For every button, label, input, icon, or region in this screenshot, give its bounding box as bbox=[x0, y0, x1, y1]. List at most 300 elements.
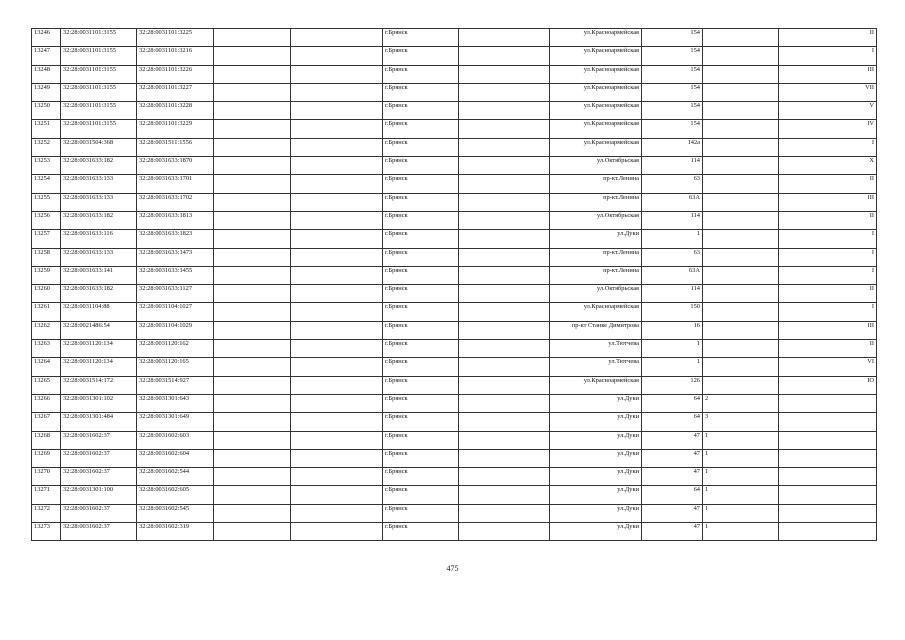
cell-parcel-number: 32:28:0031301:484 bbox=[61, 413, 137, 431]
cell-house-number: 64 bbox=[642, 413, 703, 431]
cell-col-4 bbox=[291, 486, 383, 504]
cell-apartment bbox=[703, 211, 779, 229]
table-row bbox=[32, 120, 877, 138]
cell-room bbox=[779, 486, 877, 504]
cell-col-3 bbox=[214, 358, 291, 376]
cell-col-3 bbox=[214, 285, 291, 303]
table-row bbox=[32, 266, 877, 284]
cell-parcel-number: 32:28:0031633:182 bbox=[61, 157, 137, 175]
cell-col-4 bbox=[291, 285, 383, 303]
cell-city: г.Брянск bbox=[383, 230, 459, 248]
table-row bbox=[32, 504, 877, 522]
cell-street: ул.Тютчева bbox=[550, 358, 642, 376]
cell-city: г.Брянск bbox=[383, 523, 459, 541]
cell-city: г.Брянск bbox=[383, 211, 459, 229]
cell-street: ул.Дуки bbox=[550, 486, 642, 504]
cell-record-number: 13246 bbox=[32, 29, 61, 47]
cell-room bbox=[779, 431, 877, 449]
cell-col-6 bbox=[459, 47, 550, 65]
cell-col-6 bbox=[459, 358, 550, 376]
cell-col-4 bbox=[291, 230, 383, 248]
cell-col-4 bbox=[291, 248, 383, 266]
cell-house-number: 154 bbox=[642, 29, 703, 47]
cell-col-3 bbox=[214, 83, 291, 101]
cell-col-3 bbox=[214, 211, 291, 229]
cell-col-3 bbox=[214, 120, 291, 138]
cell-record-number: 13248 bbox=[32, 65, 61, 83]
cell-record-number: 13272 bbox=[32, 504, 61, 522]
table-row bbox=[32, 157, 877, 175]
cell-col-6 bbox=[459, 193, 550, 211]
cell-col-6 bbox=[459, 523, 550, 541]
cell-object-number: 32:28:0031633:1823 bbox=[137, 230, 214, 248]
cell-apartment bbox=[703, 29, 779, 47]
cell-object-number: 32:28:0031602:545 bbox=[137, 504, 214, 522]
cell-parcel-number: 32:28:0031602:37 bbox=[61, 523, 137, 541]
table-row bbox=[32, 394, 877, 412]
cell-room: II bbox=[779, 285, 877, 303]
cell-record-number: 13271 bbox=[32, 486, 61, 504]
cell-room bbox=[779, 394, 877, 412]
cell-object-number: 32:28:0031602:604 bbox=[137, 449, 214, 467]
cell-house-number: 47 bbox=[642, 468, 703, 486]
cell-col-4 bbox=[291, 211, 383, 229]
cell-col-4 bbox=[291, 321, 383, 339]
cell-apartment bbox=[703, 321, 779, 339]
cell-object-number: 32:28:0031514:927 bbox=[137, 376, 214, 394]
cell-parcel-number: 32:28:0031633:141 bbox=[61, 266, 137, 284]
cell-room: I bbox=[779, 248, 877, 266]
table-row bbox=[32, 47, 877, 65]
table-row bbox=[32, 358, 877, 376]
cell-city: г.Брянск bbox=[383, 376, 459, 394]
cell-col-4 bbox=[291, 47, 383, 65]
cell-room: III bbox=[779, 321, 877, 339]
cell-street: пр-кт.Ленина bbox=[550, 248, 642, 266]
cell-city: г.Брянск bbox=[383, 248, 459, 266]
cell-street: ул.Дуки bbox=[550, 413, 642, 431]
cell-city: г.Брянск bbox=[383, 449, 459, 467]
cell-record-number: 13257 bbox=[32, 230, 61, 248]
table-row bbox=[32, 303, 877, 321]
cell-house-number: 126 bbox=[642, 376, 703, 394]
cell-street: ул.Красноармейская bbox=[550, 83, 642, 101]
cell-house-number: 63 bbox=[642, 175, 703, 193]
cell-col-6 bbox=[459, 303, 550, 321]
cell-record-number: 13253 bbox=[32, 157, 61, 175]
cell-object-number: 32:28:0031633:1702 bbox=[137, 193, 214, 211]
cell-record-number: 13259 bbox=[32, 266, 61, 284]
cell-city: г.Брянск bbox=[383, 340, 459, 358]
cell-street: ул.Октябрьская bbox=[550, 157, 642, 175]
cell-object-number: 32:28:0031633:1455 bbox=[137, 266, 214, 284]
cell-house-number: 114 bbox=[642, 285, 703, 303]
cell-col-3 bbox=[214, 47, 291, 65]
cell-city: г.Брянск bbox=[383, 102, 459, 120]
cell-col-4 bbox=[291, 138, 383, 156]
cell-city: г.Брянск bbox=[383, 468, 459, 486]
cell-parcel-number: 32:28:0031120:134 bbox=[61, 340, 137, 358]
cell-room: II bbox=[779, 29, 877, 47]
cell-parcel-number: 32:28:0031301:100 bbox=[61, 486, 137, 504]
table-row bbox=[32, 83, 877, 101]
cell-house-number: 150 bbox=[642, 303, 703, 321]
table-row bbox=[32, 449, 877, 467]
cell-col-6 bbox=[459, 376, 550, 394]
cell-record-number: 13265 bbox=[32, 376, 61, 394]
cell-room bbox=[779, 413, 877, 431]
cell-city: г.Брянск bbox=[383, 29, 459, 47]
cell-room: VII bbox=[779, 83, 877, 101]
cell-col-4 bbox=[291, 468, 383, 486]
cell-room: II bbox=[779, 175, 877, 193]
cell-street: ул.Дуки bbox=[550, 431, 642, 449]
cell-house-number: 114 bbox=[642, 211, 703, 229]
cell-street: ул.Тютчева bbox=[550, 340, 642, 358]
table-row bbox=[32, 193, 877, 211]
cell-object-number: 32:28:0031301:649 bbox=[137, 413, 214, 431]
cell-record-number: 13261 bbox=[32, 303, 61, 321]
cell-street: ул.Октябрьская bbox=[550, 285, 642, 303]
cell-room: I bbox=[779, 266, 877, 284]
cell-col-3 bbox=[214, 138, 291, 156]
cell-city: г.Брянск bbox=[383, 65, 459, 83]
cell-street: пр-кт.Ленина bbox=[550, 266, 642, 284]
cell-col-3 bbox=[214, 431, 291, 449]
cell-col-3 bbox=[214, 248, 291, 266]
table-row bbox=[32, 230, 877, 248]
cell-city: г.Брянск bbox=[383, 394, 459, 412]
cell-street: ул.Дуки bbox=[550, 504, 642, 522]
cell-street: ул.Красноармейская bbox=[550, 29, 642, 47]
cell-city: г.Брянск bbox=[383, 285, 459, 303]
cell-apartment bbox=[703, 303, 779, 321]
cell-house-number: 47 bbox=[642, 504, 703, 522]
cell-room: IV bbox=[779, 120, 877, 138]
cell-room: V bbox=[779, 102, 877, 120]
cell-house-number: 64 bbox=[642, 486, 703, 504]
cell-house-number: 154 bbox=[642, 120, 703, 138]
cell-parcel-number: 32:28:0031602:37 bbox=[61, 449, 137, 467]
cell-city: г.Брянск bbox=[383, 431, 459, 449]
cell-house-number: 47 bbox=[642, 431, 703, 449]
cell-col-6 bbox=[459, 413, 550, 431]
table-row bbox=[32, 138, 877, 156]
cell-apartment: 1 bbox=[703, 449, 779, 467]
cell-col-4 bbox=[291, 102, 383, 120]
table-row bbox=[32, 285, 877, 303]
cell-street: ул.Красноармейская bbox=[550, 138, 642, 156]
cell-parcel-number: 32:28:0031101:3155 bbox=[61, 102, 137, 120]
cell-parcel-number: 32:28:0031602:37 bbox=[61, 468, 137, 486]
page-number: 475 bbox=[446, 564, 459, 573]
cell-city: г.Брянск bbox=[383, 83, 459, 101]
cell-object-number: 32:28:0031101:3227 bbox=[137, 83, 214, 101]
table-row bbox=[32, 175, 877, 193]
cell-object-number: 32:28:0031602:319 bbox=[137, 523, 214, 541]
cell-parcel-number: 32:28:0031101:3155 bbox=[61, 83, 137, 101]
cell-room bbox=[779, 449, 877, 467]
cell-room: X bbox=[779, 157, 877, 175]
cell-col-4 bbox=[291, 120, 383, 138]
cell-col-3 bbox=[214, 193, 291, 211]
cell-col-4 bbox=[291, 340, 383, 358]
cell-col-6 bbox=[459, 138, 550, 156]
cell-apartment bbox=[703, 47, 779, 65]
cell-house-number: 154 bbox=[642, 102, 703, 120]
cell-house-number: 154 bbox=[642, 65, 703, 83]
table-row bbox=[32, 523, 877, 541]
cell-apartment: 1 bbox=[703, 523, 779, 541]
table-row bbox=[32, 29, 877, 47]
cell-col-4 bbox=[291, 523, 383, 541]
cell-city: г.Брянск bbox=[383, 413, 459, 431]
cell-parcel-number: 32:28:0031602:37 bbox=[61, 431, 137, 449]
cell-col-4 bbox=[291, 29, 383, 47]
cell-col-3 bbox=[214, 468, 291, 486]
cell-house-number: 47 bbox=[642, 523, 703, 541]
cell-apartment bbox=[703, 285, 779, 303]
table-row bbox=[32, 340, 877, 358]
cell-col-6 bbox=[459, 211, 550, 229]
cell-col-3 bbox=[214, 504, 291, 522]
cell-object-number: 32:28:0031511:1556 bbox=[137, 138, 214, 156]
cell-room: I bbox=[779, 230, 877, 248]
cell-parcel-number: 32:28:0031633:133 bbox=[61, 248, 137, 266]
cell-house-number: 63 bbox=[642, 248, 703, 266]
cell-room bbox=[779, 504, 877, 522]
table-row bbox=[32, 248, 877, 266]
table-row bbox=[32, 376, 877, 394]
cell-apartment bbox=[703, 102, 779, 120]
cell-object-number: 32:28:0031633:1127 bbox=[137, 285, 214, 303]
cell-record-number: 13247 bbox=[32, 47, 61, 65]
cell-object-number: 32:28:0031602:544 bbox=[137, 468, 214, 486]
cell-col-3 bbox=[214, 65, 291, 83]
cell-col-6 bbox=[459, 486, 550, 504]
cell-city: г.Брянск bbox=[383, 504, 459, 522]
cell-street: ул.Красноармейская bbox=[550, 303, 642, 321]
cell-apartment: 1 bbox=[703, 468, 779, 486]
cell-city: г.Брянск bbox=[383, 120, 459, 138]
cell-col-6 bbox=[459, 449, 550, 467]
cell-object-number: 32:28:0031633:1813 bbox=[137, 211, 214, 229]
cell-object-number: 32:28:0031101:3216 bbox=[137, 47, 214, 65]
register-table-body bbox=[32, 29, 877, 541]
cell-record-number: 13260 bbox=[32, 285, 61, 303]
cell-record-number: 13262 bbox=[32, 321, 61, 339]
cell-house-number: 1 bbox=[642, 230, 703, 248]
cell-col-3 bbox=[214, 394, 291, 412]
table-row bbox=[32, 211, 877, 229]
cell-house-number: 1 bbox=[642, 358, 703, 376]
cell-record-number: 13269 bbox=[32, 449, 61, 467]
cell-record-number: 13250 bbox=[32, 102, 61, 120]
cell-street: пр-кт.Ленина bbox=[550, 175, 642, 193]
cell-object-number: 32:28:0031104:1029 bbox=[137, 321, 214, 339]
cell-object-number: 32:28:0031301:643 bbox=[137, 394, 214, 412]
cell-apartment bbox=[703, 230, 779, 248]
cell-col-4 bbox=[291, 431, 383, 449]
cell-object-number: 32:28:0031633:1870 bbox=[137, 157, 214, 175]
cell-room bbox=[779, 523, 877, 541]
cell-col-4 bbox=[291, 413, 383, 431]
cell-col-6 bbox=[459, 29, 550, 47]
cell-col-3 bbox=[214, 340, 291, 358]
cell-apartment: 1 bbox=[703, 431, 779, 449]
cell-record-number: 13258 bbox=[32, 248, 61, 266]
cell-col-4 bbox=[291, 193, 383, 211]
cell-col-3 bbox=[214, 449, 291, 467]
cell-col-3 bbox=[214, 230, 291, 248]
cell-col-3 bbox=[214, 413, 291, 431]
cell-house-number: 114 bbox=[642, 157, 703, 175]
cell-street: ул.Дуки bbox=[550, 523, 642, 541]
cell-parcel-number: 32:28:0031101:3155 bbox=[61, 47, 137, 65]
cell-house-number: 142а bbox=[642, 138, 703, 156]
cell-city: г.Брянск bbox=[383, 303, 459, 321]
cell-city: г.Брянск bbox=[383, 193, 459, 211]
cell-house-number: 63А bbox=[642, 266, 703, 284]
cell-col-3 bbox=[214, 266, 291, 284]
cell-parcel-number: 32:28:0031633:116 bbox=[61, 230, 137, 248]
cell-object-number: 32:28:0031101:3228 bbox=[137, 102, 214, 120]
cell-record-number: 13255 bbox=[32, 193, 61, 211]
table-row bbox=[32, 102, 877, 120]
cell-object-number: 32:28:0031104:1027 bbox=[137, 303, 214, 321]
cell-apartment bbox=[703, 138, 779, 156]
cell-col-6 bbox=[459, 175, 550, 193]
cell-house-number: 63А bbox=[642, 193, 703, 211]
cell-record-number: 13254 bbox=[32, 175, 61, 193]
cell-col-3 bbox=[214, 523, 291, 541]
cell-col-3 bbox=[214, 29, 291, 47]
cell-col-6 bbox=[459, 102, 550, 120]
cell-object-number: 32:28:0031602:605 bbox=[137, 486, 214, 504]
cell-city: г.Брянск bbox=[383, 175, 459, 193]
cell-street: ул.Октябрьская bbox=[550, 211, 642, 229]
cell-apartment bbox=[703, 340, 779, 358]
cell-apartment bbox=[703, 358, 779, 376]
cell-city: г.Брянск bbox=[383, 358, 459, 376]
cell-apartment bbox=[703, 65, 779, 83]
cell-parcel-number: 32:28:0031633:133 bbox=[61, 175, 137, 193]
cell-col-4 bbox=[291, 376, 383, 394]
cell-record-number: 13256 bbox=[32, 211, 61, 229]
cell-city: г.Брянск bbox=[383, 157, 459, 175]
cell-apartment: 3 bbox=[703, 413, 779, 431]
cell-street: ул.Дуки bbox=[550, 468, 642, 486]
cell-col-4 bbox=[291, 83, 383, 101]
cell-parcel-number: 32:28:0031101:3155 bbox=[61, 120, 137, 138]
cell-object-number: 32:28:0031120:165 bbox=[137, 358, 214, 376]
cell-street: ул.Красноармейская bbox=[550, 65, 642, 83]
cell-street: ул.Красноармейская bbox=[550, 102, 642, 120]
cell-object-number: 32:28:0031633:1701 bbox=[137, 175, 214, 193]
cell-record-number: 13267 bbox=[32, 413, 61, 431]
cell-street: ул.Красноармейская bbox=[550, 376, 642, 394]
cell-street: ул.Дуки bbox=[550, 230, 642, 248]
cell-city: г.Брянск bbox=[383, 138, 459, 156]
cell-house-number: 154 bbox=[642, 47, 703, 65]
cell-col-3 bbox=[214, 376, 291, 394]
cell-col-4 bbox=[291, 394, 383, 412]
cell-apartment bbox=[703, 376, 779, 394]
cell-room: IO bbox=[779, 376, 877, 394]
cell-city: г.Брянск bbox=[383, 486, 459, 504]
cell-parcel-number: 32:28:0031633:182 bbox=[61, 285, 137, 303]
cell-room: II bbox=[779, 340, 877, 358]
cell-city: г.Брянск bbox=[383, 47, 459, 65]
cell-street: ул.Красноармейская bbox=[550, 47, 642, 65]
cell-room: I bbox=[779, 47, 877, 65]
cell-record-number: 13249 bbox=[32, 83, 61, 101]
table-row bbox=[32, 413, 877, 431]
cell-apartment: 1 bbox=[703, 486, 779, 504]
cell-col-6 bbox=[459, 340, 550, 358]
cell-apartment bbox=[703, 157, 779, 175]
cell-col-6 bbox=[459, 266, 550, 284]
cell-col-4 bbox=[291, 266, 383, 284]
cell-apartment bbox=[703, 175, 779, 193]
cell-col-6 bbox=[459, 468, 550, 486]
cell-room: II bbox=[779, 211, 877, 229]
cell-house-number: 47 bbox=[642, 449, 703, 467]
cell-record-number: 13273 bbox=[32, 523, 61, 541]
cell-col-6 bbox=[459, 65, 550, 83]
cell-col-4 bbox=[291, 157, 383, 175]
cell-col-4 bbox=[291, 303, 383, 321]
cell-parcel-number: 32:28:0031504:368 bbox=[61, 138, 137, 156]
cell-col-4 bbox=[291, 175, 383, 193]
cell-parcel-number: 32:28:0031301:102 bbox=[61, 394, 137, 412]
cell-record-number: 13270 bbox=[32, 468, 61, 486]
cell-object-number: 32:28:0031101:3225 bbox=[137, 29, 214, 47]
cell-col-3 bbox=[214, 175, 291, 193]
cell-apartment: 2 bbox=[703, 394, 779, 412]
cell-col-6 bbox=[459, 83, 550, 101]
cell-col-4 bbox=[291, 449, 383, 467]
cell-col-6 bbox=[459, 120, 550, 138]
table-row bbox=[32, 486, 877, 504]
cell-parcel-number: 32:28:0031602:37 bbox=[61, 504, 137, 522]
cell-object-number: 32:28:0031633:1473 bbox=[137, 248, 214, 266]
cell-col-6 bbox=[459, 230, 550, 248]
cell-parcel-number: 32:28:0031633:133 bbox=[61, 193, 137, 211]
cell-city: г.Брянск bbox=[383, 266, 459, 284]
cell-col-3 bbox=[214, 303, 291, 321]
cell-apartment bbox=[703, 266, 779, 284]
cell-parcel-number: 32:28:0021486:54 bbox=[61, 321, 137, 339]
cell-apartment bbox=[703, 248, 779, 266]
cell-object-number: 32:28:0031602:603 bbox=[137, 431, 214, 449]
cell-record-number: 13263 bbox=[32, 340, 61, 358]
cell-apartment bbox=[703, 193, 779, 211]
cell-col-4 bbox=[291, 65, 383, 83]
cell-street: ул.Дуки bbox=[550, 394, 642, 412]
cell-street: пр-кт.Ленина bbox=[550, 193, 642, 211]
cell-house-number: 1 bbox=[642, 340, 703, 358]
cell-house-number: 64 bbox=[642, 394, 703, 412]
cell-room: VI bbox=[779, 358, 877, 376]
cell-room: I bbox=[779, 303, 877, 321]
cell-col-3 bbox=[214, 157, 291, 175]
cell-col-4 bbox=[291, 504, 383, 522]
cell-parcel-number: 32:28:0031101:3155 bbox=[61, 29, 137, 47]
cell-street: ул.Дуки bbox=[550, 449, 642, 467]
table-row bbox=[32, 431, 877, 449]
cell-parcel-number: 32:28:0031514:172 bbox=[61, 376, 137, 394]
